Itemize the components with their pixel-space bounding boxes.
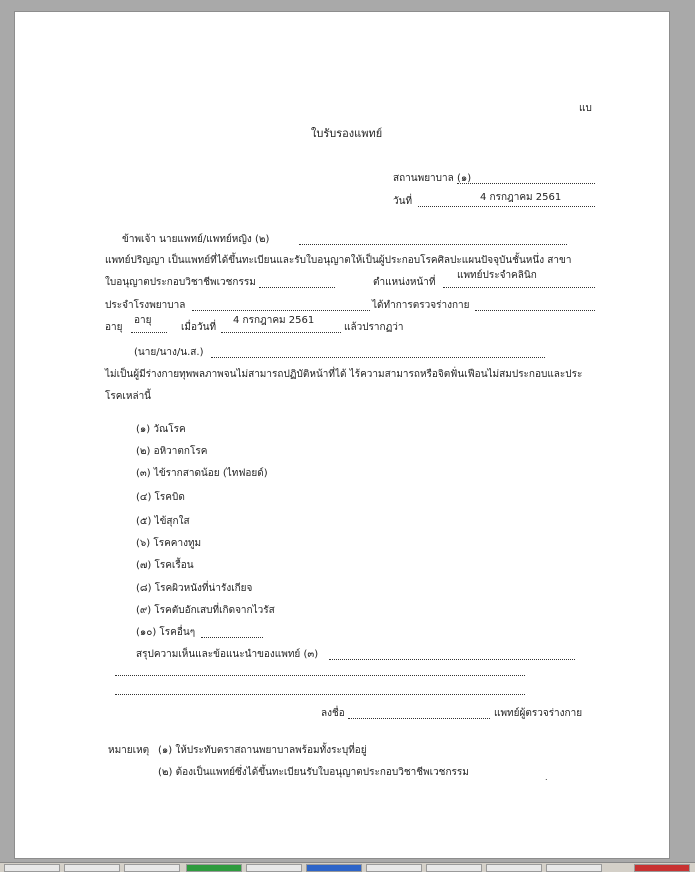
disease-item: (๕) ไข้สุกใส — [136, 516, 190, 527]
person-title-label: (นาย/นาง/น.ส.) — [134, 347, 204, 358]
position-label: ตำแหน่งหน้าที่ — [373, 277, 436, 288]
summary-line-2[interactable] — [115, 675, 525, 676]
exam-date-field[interactable] — [221, 332, 341, 333]
date-label: วันที่ — [393, 196, 413, 207]
other-disease-field[interactable] — [201, 637, 263, 638]
note-2: (๒) ต้องเป็นแพทย์ซึ่งได้ขึ้นทะเบียนรับใบอนุญาตประกอบวิชาชีพเวชกรรม — [158, 767, 469, 778]
appears-label: แล้วปรากฏว่า — [344, 322, 404, 333]
form-code: แบ — [579, 103, 592, 114]
disease-item: (๒) อหิวาตกโรค — [136, 446, 208, 457]
document-page — [14, 11, 670, 859]
position-field[interactable] — [443, 287, 595, 288]
summary-label: สรุปความเห็นและข้อแนะนำของแพทย์ (๓) — [136, 649, 319, 660]
license-field[interactable] — [259, 287, 335, 288]
statement-line-1: ไม่เป็นผู้มีร่างกายทุพพลภาพจนไม่สามารถปฏิบัติหน้าที่ได้ ไร้ความสามารถหรือจิตฟั่นเฟือนไม่สมประกอบและประ — [105, 369, 583, 380]
disease-item: (๙) โรคตับอักเสบที่เกิดจากไวรัส — [136, 605, 275, 616]
disease-item: (๔) โรคบิด — [136, 492, 185, 503]
page-title: ใบรับรองแพทย์ — [311, 127, 383, 140]
on-date-label: เมื่อวันที่ — [181, 322, 217, 333]
disease-item: (๑๐) โรคอื่นๆ — [136, 627, 196, 638]
summary-line-3[interactable] — [115, 694, 525, 695]
age-field[interactable] — [131, 332, 167, 333]
age-value: อายุ — [134, 315, 152, 326]
hospital-duty-field[interactable] — [192, 310, 370, 311]
statement-line-2: โรคเหล่านี้ — [105, 391, 152, 402]
disease-item: (๗) โรคเรื้อน — [136, 560, 194, 571]
examined-label: ได้ทำการตรวจร่างกาย — [372, 300, 470, 311]
summary-field[interactable] — [329, 659, 575, 660]
doctor-label: ข้าพเจ้า นายแพทย์/แพทย์หญิง (๒) — [122, 234, 270, 245]
disease-item: (๖) โรคคางทูม — [136, 538, 202, 549]
hospital-label: สถานพยาบาล (๑) — [393, 173, 472, 184]
disease-item: (๘) โรคผิวหนังที่น่ารังเกียจ — [136, 583, 253, 594]
stray-mark: . — [545, 773, 548, 782]
note-label: หมายเหตุ — [108, 745, 150, 756]
license-label: ใบอนุญาตประกอบวิชาชีพเวชกรรม — [105, 277, 256, 288]
sign-suffix: แพทย์ผู้ตรวจร่างกาย — [494, 708, 583, 719]
examined-person-field[interactable] — [475, 310, 595, 311]
signature-field[interactable] — [348, 718, 490, 719]
date-value: 4 กรกฎาคม 2561 — [480, 192, 562, 203]
degree-line: แพทย์ปริญญา เป็นแพทย์ที่ได้ขึ้นทะเบียนและรับใบอนุญาตให้เป็นผู้ประกอบโรคศิลปะแผนปัจจุบันชั้นหนึ่ง สาขา — [105, 255, 572, 266]
sign-label: ลงชื่อ — [321, 708, 345, 719]
age-label: อายุ — [105, 322, 123, 333]
person-name-field[interactable] — [211, 357, 545, 358]
disease-item: (๓) ไข้รากสาดน้อย (ไทฟอยด์) — [136, 468, 268, 479]
date-field[interactable] — [418, 206, 595, 207]
exam-date-value: 4 กรกฎาคม 2561 — [233, 315, 315, 326]
hospital-duty-label: ประจำโรงพยาบาล — [105, 300, 186, 311]
note-1: (๑) ให้ประทับตราสถานพยาบาลพร้อมทั้งระบุที่อยู่ — [158, 745, 367, 756]
hospital-field[interactable] — [457, 183, 595, 184]
position-value: แพทย์ประจำคลินิก — [457, 270, 537, 281]
doctor-name-field[interactable] — [299, 244, 567, 245]
disease-item: (๑) วัณโรค — [136, 424, 186, 435]
